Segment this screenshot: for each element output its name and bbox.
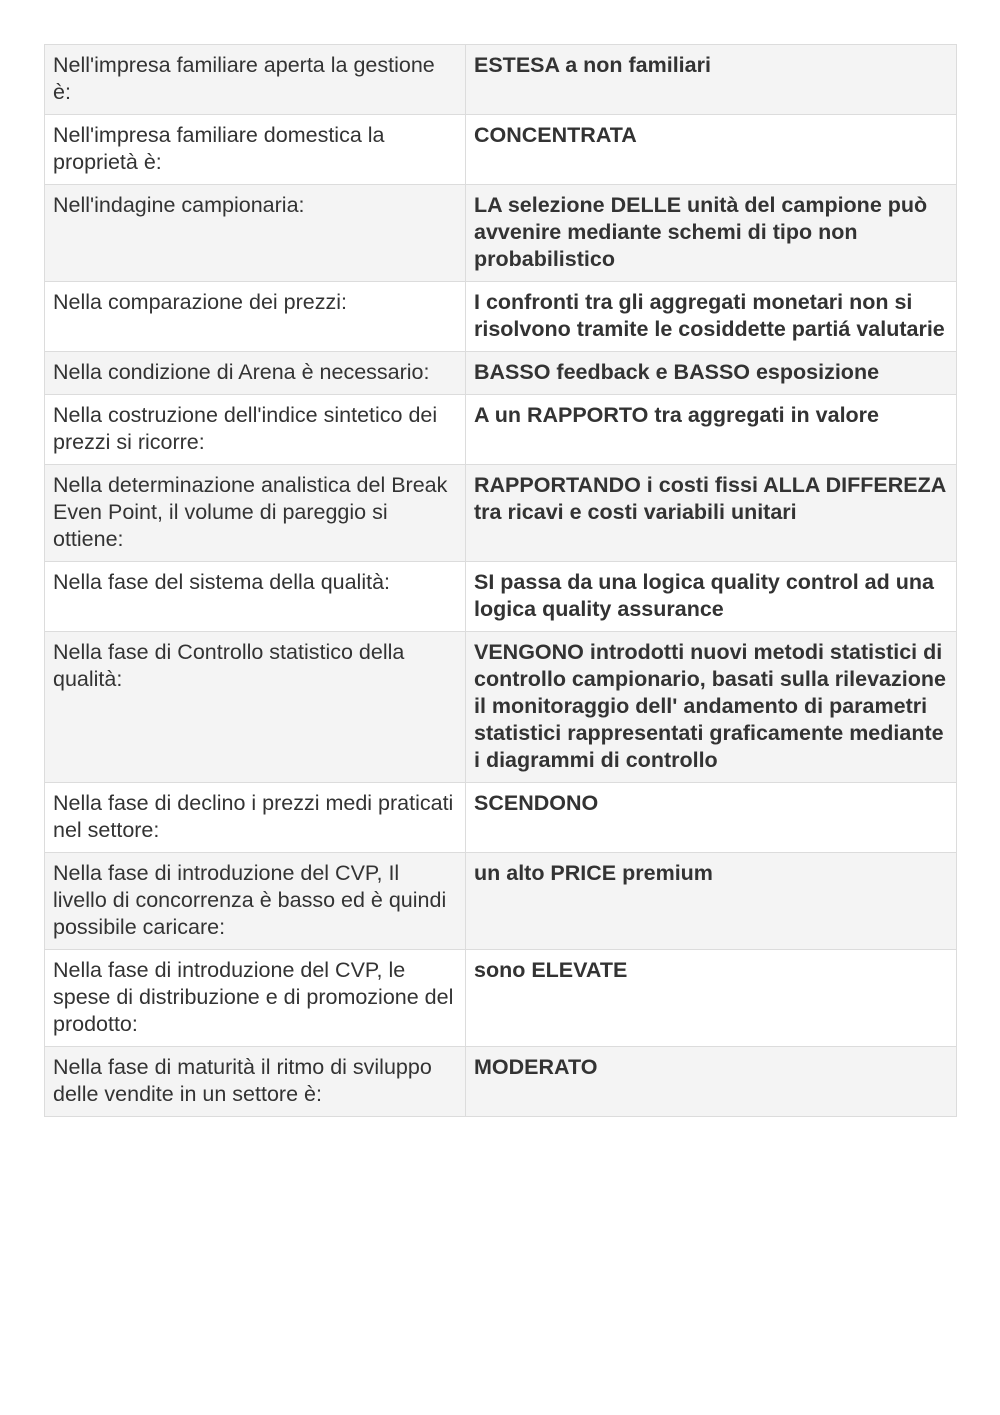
question-cell: Nella fase del sistema della qualità: <box>45 562 466 632</box>
answer-cell: BASSO feedback e BASSO esposizione <box>466 352 957 395</box>
table-row <box>45 783 957 853</box>
answer-cell: CONCENTRATA <box>466 115 957 185</box>
table-row <box>45 185 957 282</box>
question-cell: Nella fase di introduzione del CVP, le spese di distribuzione e di promozione del prodotto: <box>45 950 466 1047</box>
table-row <box>45 562 957 632</box>
question-cell: Nella fase di introduzione del CVP, Il livello di concorrenza è basso ed è quindi possibile caricare: <box>45 853 466 950</box>
table-row <box>45 950 957 1047</box>
answer-cell: A un RAPPORTO tra aggregati in valore <box>466 395 957 465</box>
table-row <box>45 632 957 783</box>
table-row <box>45 45 957 115</box>
question-cell: Nella costruzione dell'indice sintetico dei prezzi si ricorre: <box>45 395 466 465</box>
table-row <box>45 115 957 185</box>
table-row <box>45 465 957 562</box>
question-cell: Nella fase di Controllo statistico della qualità: <box>45 632 466 783</box>
answer-cell: un alto PRICE premium <box>466 853 957 950</box>
question-cell: Nella determinazione analistica del Break Even Point, il volume di pareggio si ottiene: <box>45 465 466 562</box>
question-cell: Nella comparazione dei prezzi: <box>45 282 466 352</box>
question-cell: Nella condizione di Arena è necessario: <box>45 352 466 395</box>
table-row <box>45 352 957 395</box>
answer-cell: I confronti tra gli aggregati monetari non si risolvono tramite le cosiddette partiá valutarie <box>466 282 957 352</box>
question-cell: Nell'impresa familiare aperta la gestione è: <box>45 45 466 115</box>
table-row <box>45 1047 957 1117</box>
qa-table <box>44 44 957 1117</box>
answer-cell: VENGONO introdotti nuovi metodi statistici di controllo campionario, basati sulla rilevazione il monitoraggio dell' andamento di parametri statistici rappresentati graficamente mediante i diagrammi di controllo <box>466 632 957 783</box>
question-cell: Nella fase di maturità il ritmo di sviluppo delle vendite in un settore è: <box>45 1047 466 1117</box>
answer-cell: sono ELEVATE <box>466 950 957 1047</box>
table-row <box>45 395 957 465</box>
answer-cell: MODERATO <box>466 1047 957 1117</box>
question-cell: Nella fase di declino i prezzi medi praticati nel settore: <box>45 783 466 853</box>
answer-cell: LA selezione DELLE unità del campione può avvenire mediante schemi di tipo non probabilistico <box>466 185 957 282</box>
question-cell: Nell'impresa familiare domestica la proprietà è: <box>45 115 466 185</box>
answer-cell: SCENDONO <box>466 783 957 853</box>
table-row <box>45 282 957 352</box>
answer-cell: SI passa da una logica quality control ad una logica quality assurance <box>466 562 957 632</box>
table-row <box>45 853 957 950</box>
answer-cell: ESTESA a non familiari <box>466 45 957 115</box>
answer-cell: RAPPORTANDO i costi fissi ALLA DIFFEREZA tra ricavi e costi variabili unitari <box>466 465 957 562</box>
question-cell: Nell'indagine campionaria: <box>45 185 466 282</box>
